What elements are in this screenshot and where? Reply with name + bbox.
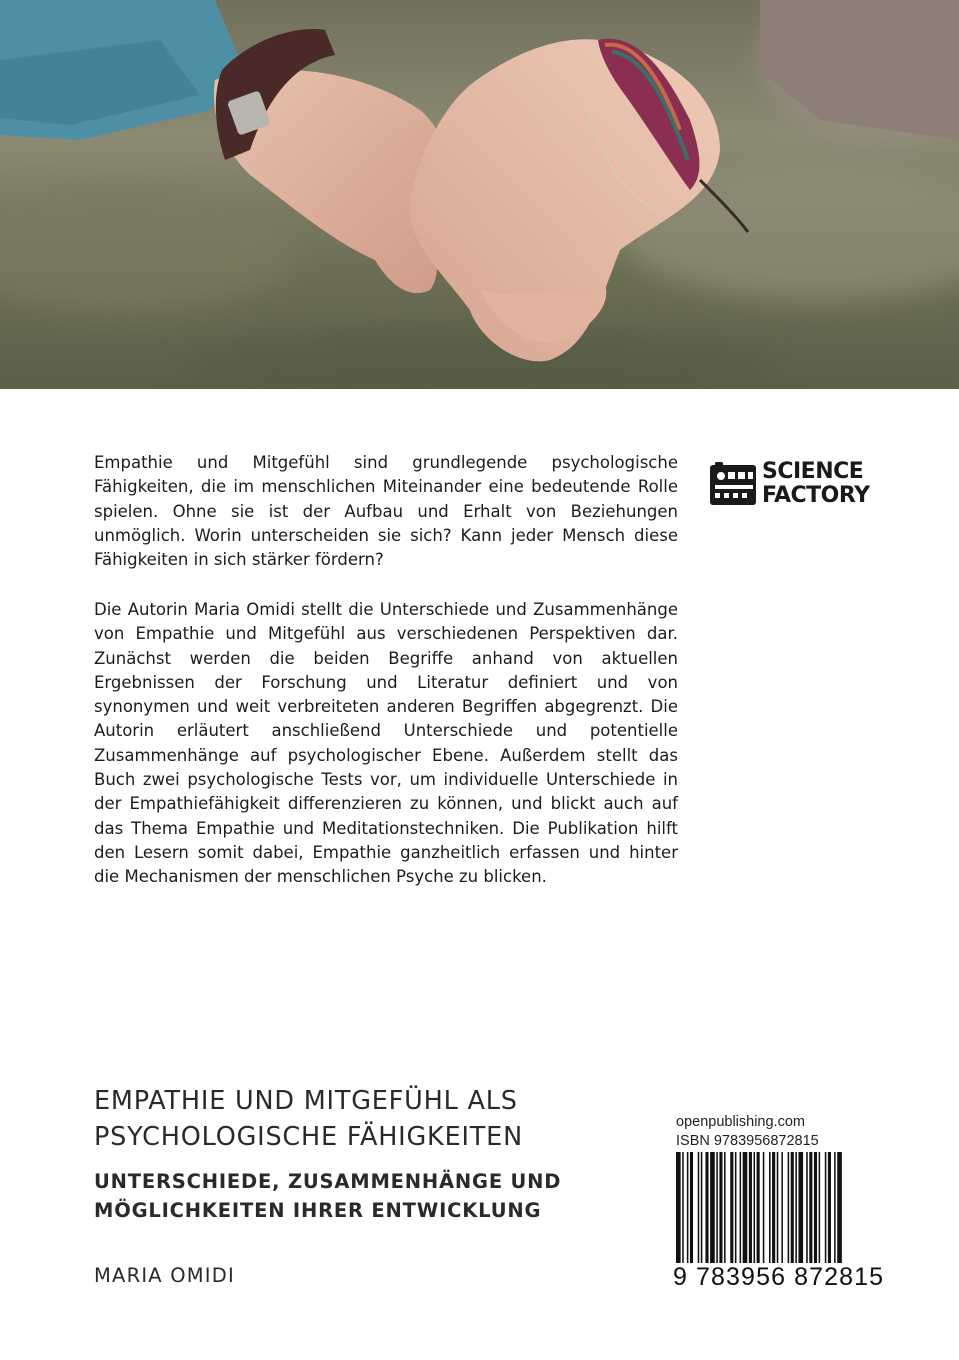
barcode-bar bbox=[740, 1152, 742, 1270]
barcode-bar bbox=[687, 1152, 689, 1270]
barcode-bar bbox=[791, 1152, 794, 1270]
barcode-bar bbox=[682, 1152, 684, 1270]
cover-photo-hands bbox=[0, 0, 959, 389]
barcode-bar bbox=[828, 1152, 831, 1270]
barcode-bar bbox=[690, 1152, 693, 1270]
book-title-line-1: EMPATHIE UND MITGEFÜHL ALS bbox=[94, 1086, 518, 1116]
barcode-bar bbox=[735, 1152, 737, 1270]
barcode-bar bbox=[763, 1152, 765, 1270]
logo-word-science: SCIENCE bbox=[762, 459, 864, 484]
barcode-bar bbox=[716, 1152, 718, 1270]
barcode-bar bbox=[819, 1152, 821, 1270]
barcode-bar bbox=[772, 1152, 775, 1270]
book-subtitle-line-1: UNTERSCHIEDE, ZUSAMMENHÄNGE UND bbox=[94, 1170, 562, 1193]
barcode-bar bbox=[724, 1152, 726, 1270]
barcode-bar bbox=[806, 1152, 808, 1270]
barcode-bar bbox=[798, 1152, 803, 1270]
book-subtitle-line-2: MÖGLICHKEITEN IHRER ENTWICKLUNG bbox=[94, 1199, 542, 1222]
barcode-bar bbox=[749, 1152, 752, 1270]
barcode-bar bbox=[814, 1152, 817, 1270]
barcode-bar bbox=[795, 1152, 797, 1270]
logo-word-factory: FACTORY bbox=[762, 483, 870, 508]
barcode-bar bbox=[754, 1152, 756, 1270]
barcode-bar bbox=[769, 1152, 771, 1270]
barcode-bar bbox=[837, 1152, 842, 1270]
blurb-paragraph-1: Empathie und Mitgefühl sind grundlegende psychologische Fähigkeiten, die im menschlichen Miteinander eine bedeutende Rolle spielen. Ohne sie ist der Aufbau und Erhalt von Beziehungen unmöglich. Worin unterscheiden sie sich? Kann jeder Mensch diese Fähigkeiten in sich stärker fördern? bbox=[94, 453, 678, 570]
barcode-bar bbox=[781, 1152, 783, 1270]
isbn-label: ISBN 9783956872815 bbox=[676, 1133, 819, 1149]
barcode-bar bbox=[777, 1152, 779, 1270]
barcode-bar bbox=[825, 1152, 827, 1270]
barcode-bar bbox=[710, 1152, 715, 1270]
barcode-bar bbox=[701, 1152, 703, 1270]
publisher-website: openpublishing.com bbox=[676, 1114, 805, 1130]
blurb-paragraph-2: Die Autorin Maria Omidi stellt die Unterschiede und Zusammenhänge von Empathie und Mitgefühl aus verschiedenen Perspektiven dar. Zunächst werden die beiden Begriffe anhand von aktuellen Ergebnissen der Forschung und Literatur definiert und von synonymen und weit verbreiteten anderen Begriffen abgegrenzt. Die Autorin erläutert anschließend Unterschiede und potentielle Zusammenhänge auf psychologischer Ebene. Außerdem stellt das Buch zwei psychologische Tests vor, um individuelle Unterschiede in der Empathiefähigkeit differenzieren zu können, und blickt auch auf das Thema Empathie und Meditationstechniken. Die Publikation hilft den Lesern somit dabei, Empathie ganzheitlich erfassen und hinter die Mechanismen der menschlichen Psyche zu blicken. bbox=[94, 600, 678, 887]
barcode-bar bbox=[834, 1152, 836, 1270]
book-title-line-2: PSYCHOLOGISCHE FÄHIGKEITEN bbox=[94, 1122, 523, 1152]
barcode-bar bbox=[698, 1152, 700, 1270]
barcode-digits: 9 783956 872815 bbox=[673, 1263, 897, 1292]
barcode-bar bbox=[788, 1152, 790, 1270]
barcode-bar bbox=[676, 1152, 681, 1270]
author-name: MARIA OMIDI bbox=[94, 1264, 235, 1287]
science-factory-logo-icon bbox=[709, 459, 757, 507]
isbn-barcode bbox=[668, 1152, 898, 1270]
barcode-bar bbox=[743, 1152, 748, 1270]
barcode-bar bbox=[719, 1152, 722, 1270]
barcode-bar bbox=[809, 1152, 812, 1270]
barcode-bar bbox=[705, 1152, 708, 1270]
barcode-bar bbox=[757, 1152, 760, 1270]
barcode-bar bbox=[730, 1152, 733, 1270]
publisher-logo bbox=[709, 459, 869, 511]
